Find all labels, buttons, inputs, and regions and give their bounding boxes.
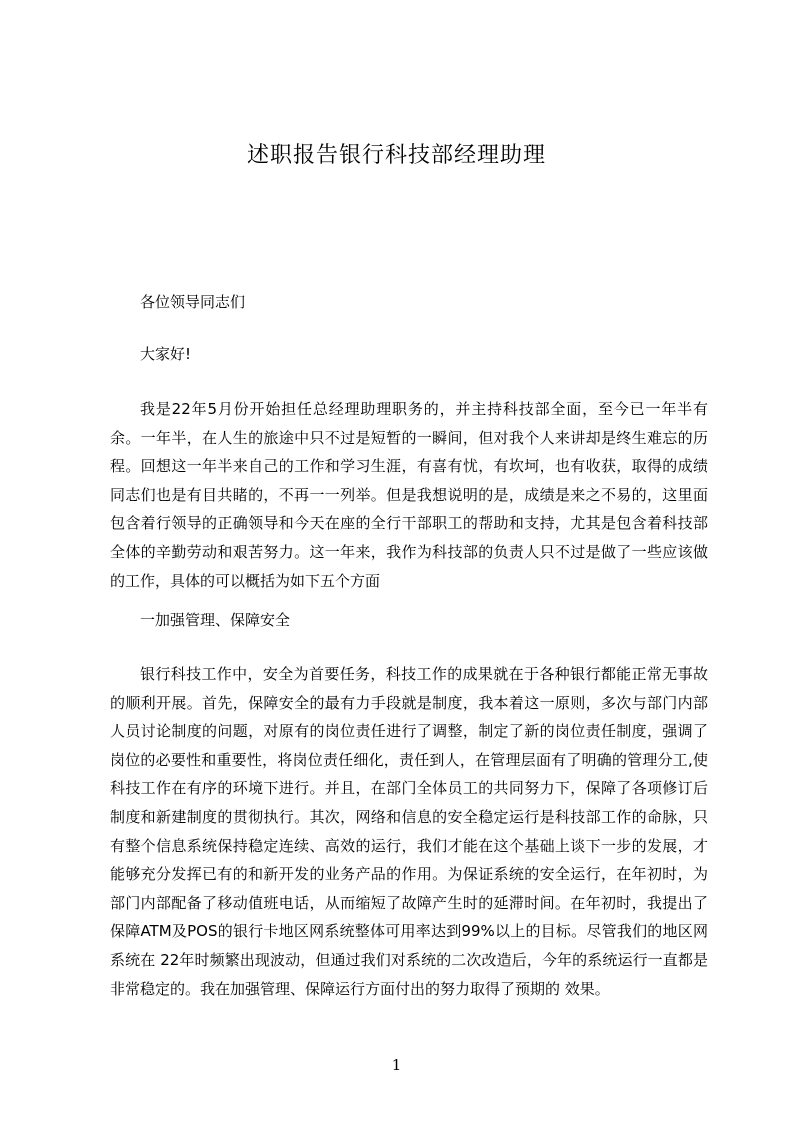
page-number: 1	[391, 1056, 402, 1074]
section-heading-1: 一加强管理、保障安全	[140, 611, 291, 629]
intro-paragraph: 我是22年5月份开始担任总经理助理职务的，并主持科技部全面，至今已一年半有余。一年半，在人生的旅途中只不过是短暂的一瞬间，但对我个人来讲却是终生难忘的历程。回想这一年半来自己的工作和学习生涯，有喜有忧，有坎坷，也有收获，取得的成绩同志们也是有目共睹的，不再一一列举。但是我想说明的是，成绩是来之不易的，这里面包含着行领导的正确领导和今天在座的全行干部职工的帮助和支持，尤其是包含着科技部全体的辛勤劳动和艰苦努力。这一年来，我作为科技部的负责人只不过是做了一些应该做的工作，具体的可以概括为如下五个方面	[110, 400, 708, 590]
greeting-paragraph: 大家好!	[140, 345, 192, 363]
document-title: 述职报告银行科技部经理助理	[246, 143, 546, 168]
salutation-paragraph: 各位领导同志们	[140, 293, 246, 311]
section-body-1: 银行科技工作中，安全为首要任务，科技工作的成果就在于各种银行都能正常无事故的顺利开展。首先，保障安全的最有力手段就是制度，我本着这一原则，多次与部门内部人员讨论制度的问题，对原有的岗位责任进行了调整，制定了新的岗位责任制度，强调了岗位的必要性和重要性，将岗位责任细化，责任到人，在管理层面有了明确的管理分工,使科技工作在有序的环境下进行。并且，在部门全体员工的共同努力下，保障了各项修订后制度和新建制度的贯彻执行。其次，网络和信息的安全稳定运行是科技部工作的命脉，只有整个信息系统保持稳定连续、高效的运行，我们才能在这个基础上谈下一步的发展，才能够充分发挥已有的和新开发的业务产品的作用。为保证系统的安全运行，在年初时，为部门内部配备了移动值班电话，从而缩短了故障产生时的延滞时间。在年初时，我提出了保障ATM及POS的银行卡地区网系统整体可用率达到99%以上的目标。尽管我们的地区网系统在 22年时频繁出现波动，但通过我们对系统的二次改造后，今年的系统运行一直都是非常稳定的。我在加强管理、保障运行方面付出的努力取得了预期的 效果。	[110, 665, 708, 998]
